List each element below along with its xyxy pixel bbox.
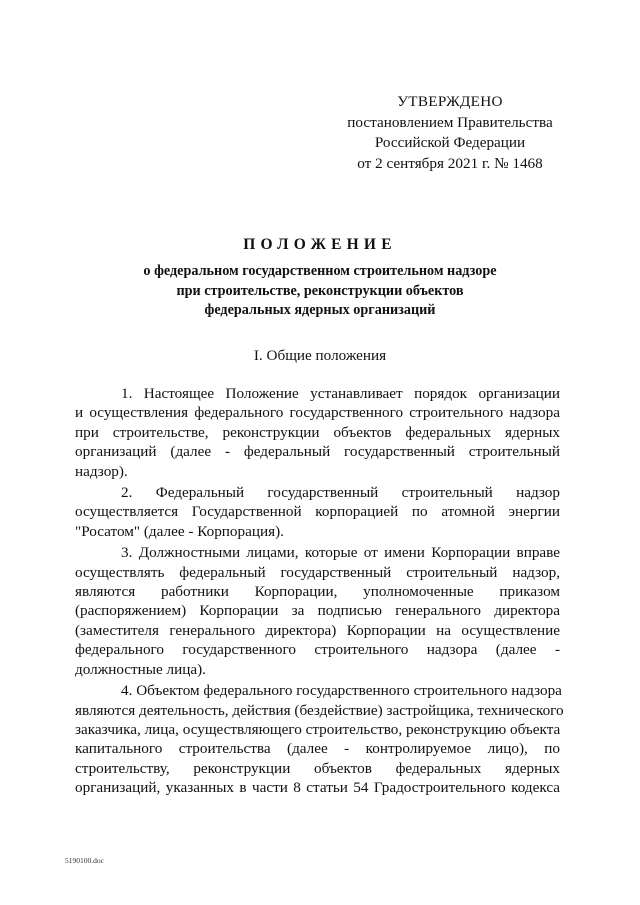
text-line: капитального строительства (далее - контролируемое лицо), по — [75, 740, 560, 758]
text-line: заказчика, лица, осуществляющего строительство, реконструкцию объекта — [75, 720, 561, 738]
file-name-footer: 5190100.doc — [65, 856, 104, 865]
text-line: "Росатом" (далее - Корпорация). — [75, 522, 284, 540]
document-body — [75, 384, 564, 800]
text-line: организаций (далее - федеральный государственный строительный — [75, 443, 560, 461]
text-line: 1. Настоящее Положение устанавливает порядок организации — [121, 385, 560, 402]
approval-line-1: постановлением Правительства — [347, 113, 553, 131]
approval-title: УТВЕРЖДЕНО — [397, 93, 503, 110]
text-line: федерального государственного строительного надзора (далее - — [75, 641, 560, 659]
text-line: надзор). — [75, 462, 128, 480]
approval-line-3: от 2 сентября 2021 г. № 1468 — [357, 154, 543, 172]
text-line: при строительстве, реконструкции объектов федеральных ядерных — [75, 423, 560, 441]
document-title: ПОЛОЖЕНИЕ — [243, 236, 397, 253]
text-line: являются работники Корпорации, уполномоченные приказом — [75, 583, 560, 601]
text-line: должностные лица). — [75, 660, 206, 678]
text-line: осуществляется Государственной корпорацией по атомной энергии — [75, 503, 560, 521]
text-line: (заместителя генерального директора) Корпорации на осуществление — [75, 621, 560, 639]
text-line: (распоряжением) Корпорации за подписью генерального директора — [75, 602, 560, 620]
text-line: 2. Федеральный государственный строительный надзор — [121, 484, 560, 502]
paragraph-1 — [75, 384, 560, 481]
text-line: строительству, реконструкции объектов федеральных ядерных — [75, 759, 560, 777]
section-heading: I. Общие положения — [253, 347, 387, 364]
subtitle-line: о федеральном государственном строительном надзоре — [143, 263, 497, 279]
subtitle-line: при строительстве, реконструкции объектов — [176, 282, 464, 299]
text-line: 4. Объектом федерального государственного строительного надзора — [121, 682, 562, 700]
document-subtitle — [0, 262, 640, 321]
text-line: 3. Должностными лицами, которые от имени Корпорации вправе — [121, 544, 560, 562]
text-line: организаций, указанных в части 8 статьи 54 Градостроительного кодекса — [75, 779, 560, 797]
text-line: являются деятельность, действия (бездействие) застройщика, технического — [75, 701, 564, 719]
approval-stamp — [340, 92, 560, 174]
approval-line-2: Российской Федерации — [374, 134, 526, 151]
paragraph-2 — [75, 483, 560, 541]
paragraph-4 — [75, 681, 564, 797]
text-line: осуществлять федеральный государственный строительный надзор, — [75, 563, 560, 581]
paragraph-3 — [75, 543, 560, 679]
text-line: и осуществления федерального государственного строительного надзора — [75, 404, 560, 422]
subtitle-line: федеральных ядерных организаций — [204, 302, 436, 318]
